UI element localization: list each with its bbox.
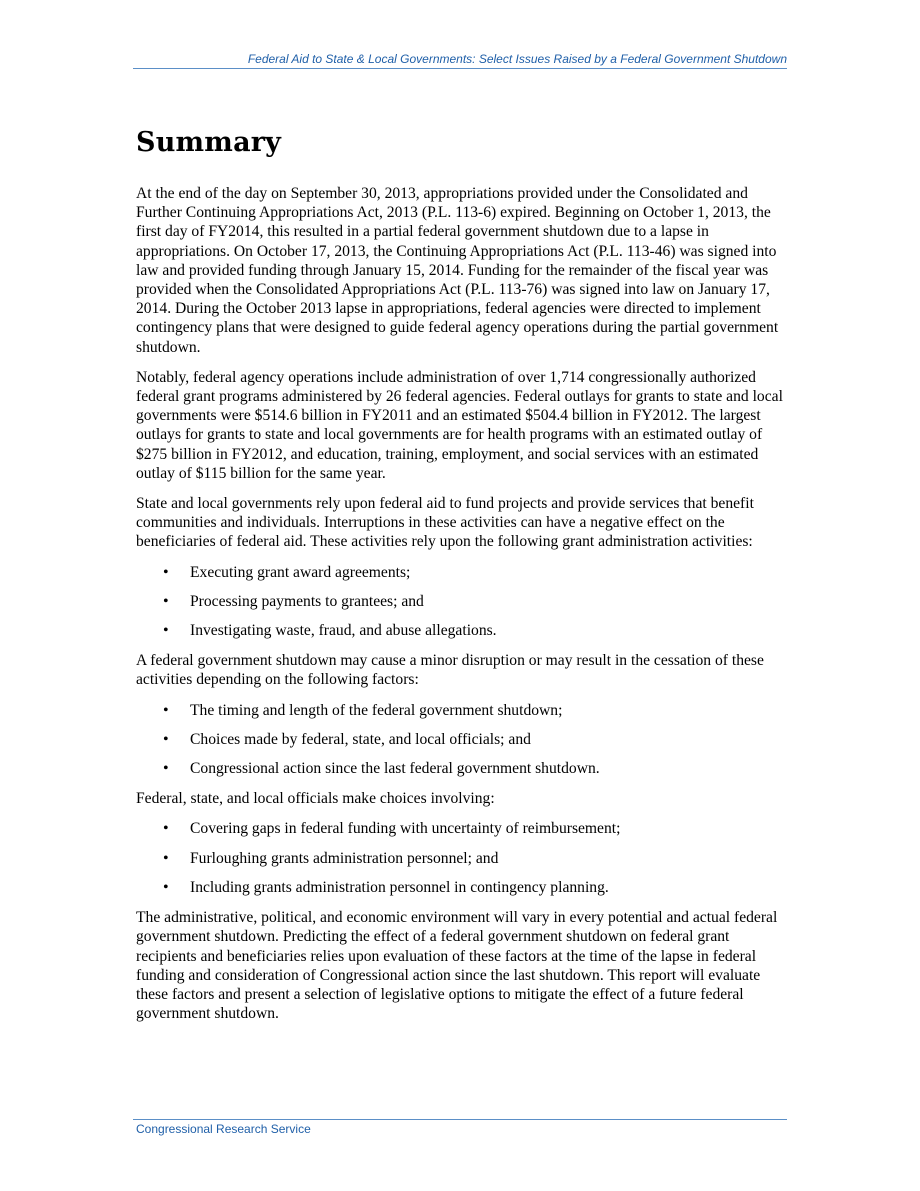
list-item: • Covering gaps in federal funding with uncertainty of reimbursement; xyxy=(136,819,788,838)
activities-list xyxy=(136,563,788,641)
paragraph-3: State and local governments rely upon federal aid to fund projects and provide services that benefit communities and individuals. Interruptions in these activities can have a negative effect on the beneficiaries of federal aid. These activities rely upon the following grant administration activities: xyxy=(136,495,754,551)
paragraph-5: Federal, state, and local officials make choices involving: xyxy=(136,790,495,808)
factors-list xyxy=(136,701,788,779)
section-title: Summary xyxy=(136,127,282,158)
list-item: • Furloughing grants administration personnel; and xyxy=(136,849,788,868)
list-item: • Choices made by federal, state, and local officials; and xyxy=(136,730,788,749)
running-header: Federal Aid to State & Local Governments: Select Issues Raised by a Federal Government Shutdown xyxy=(247,52,787,66)
list-item: • Investigating waste, fraud, and abuse allegations. xyxy=(136,621,788,640)
list-item: • Processing payments to grantees; and xyxy=(136,592,788,611)
paragraph-2: Notably, federal agency operations include administration of over 1,714 congressionally authorized federal grant programs administered by 26 federal agencies. Federal outlays for grants to state and local governments were $514.6 billion in FY2011 and an estimated $504.4 billion in FY2012. The largest outlays for grants to state and local governments are for health programs with an estimated outlay of $275 billion in FY2012, and education, training, employment, and social services with an estimated outlay of $115 billion for the same year. xyxy=(136,368,783,482)
list-item: • Congressional action since the last federal government shutdown. xyxy=(136,759,788,778)
choices-list xyxy=(136,819,788,897)
list-item: • Executing grant award agreements; xyxy=(136,563,788,582)
document-body xyxy=(136,118,788,1034)
paragraph-6: The administrative, political, and economic environment will vary in every potential and actual federal government shutdown. Predicting the effect of a federal government shutdown on federal grant recipients and beneficiaries relies upon evaluation of these factors at the time of the lapse in federal funding and consideration of Congressional action since the last shutdown. This report will evaluate these factors and present a selection of legislative options to mitigate the effect of a future federal government shutdown. xyxy=(136,909,778,1023)
footer-organization: Congressional Research Service xyxy=(136,1122,311,1136)
paragraph-1: At the end of the day on September 30, 2013, appropriations provided under the Consolidated and Further Continuing Appropriations Act, 2013 (P.L. 113-6) expired. Beginning on October 1, 2013, the first day of FY2014, this resulted in a partial federal government shutdown due to a lapse in appropriations. On October 17, 2013, the Continuing Appropriations Act (P.L. 113-46) was signed into law and provided funding through January 15, 2014. Funding for the remainder of the fiscal year was provided when the Consolidated Appropriations Act (P.L. 113-76) was signed into law on January 17, 2014. During the October 2013 lapse in appropriations, federal agencies were directed to implement contingency plans that were designed to guide federal agency operations during the partial government shutdown. xyxy=(136,185,779,356)
paragraph-4: A federal government shutdown may cause a minor disruption or may result in the cessation of these activities depending on the following factors: xyxy=(136,652,764,689)
list-item: • Including grants administration personnel in contingency planning. xyxy=(136,878,788,897)
list-item: • The timing and length of the federal government shutdown; xyxy=(136,701,788,720)
header-rule xyxy=(133,68,787,69)
footer-rule xyxy=(133,1119,787,1120)
